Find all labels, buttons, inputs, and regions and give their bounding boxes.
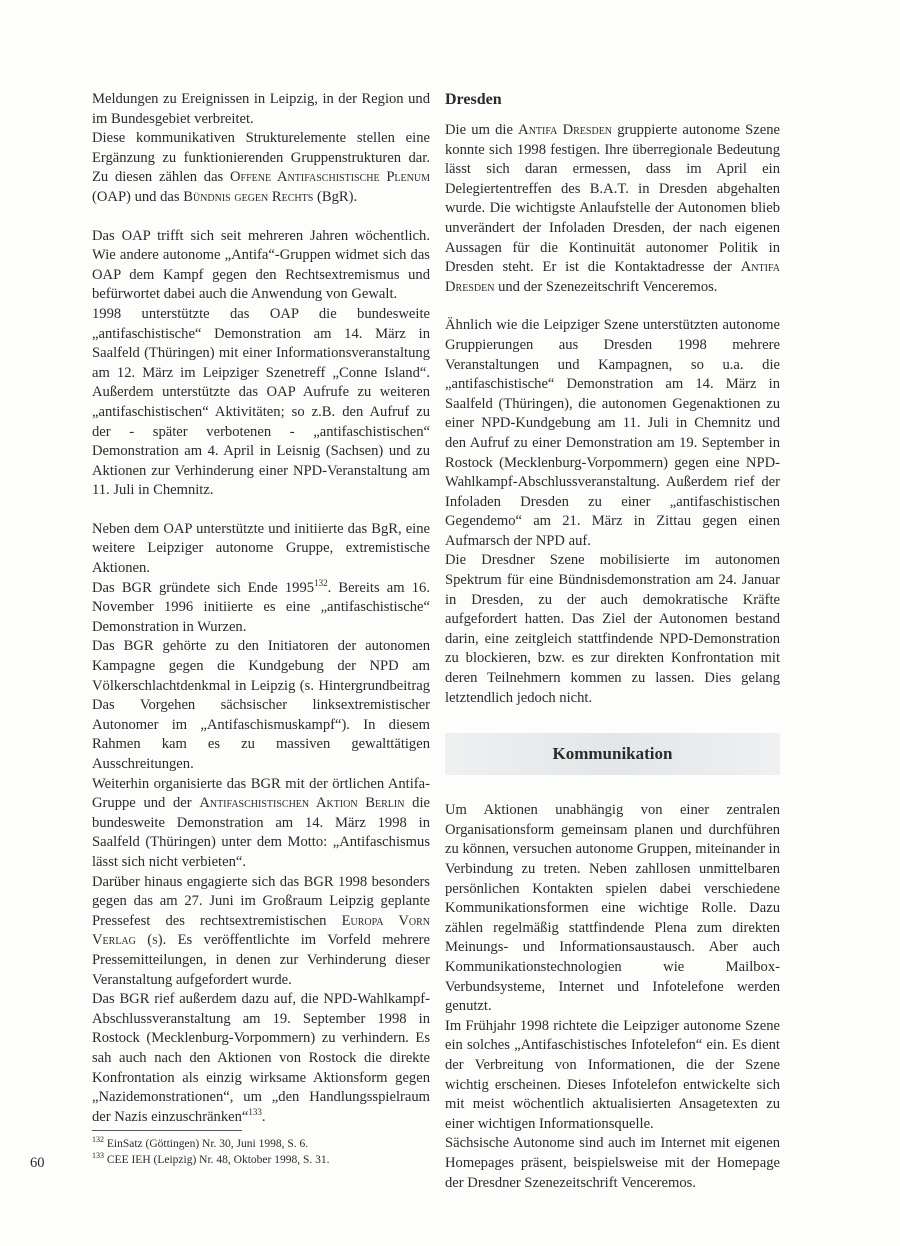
footnote-divider [92, 1130, 242, 1131]
text-run: Darüber hinaus engagierte sich das BGR 1998 besonders gegen das am 27. Juni im Großraum Leipzig geplante Pressefest des rechtsextremistischen [92, 873, 430, 929]
text-run: gruppierte autonome Szene konnte sich 1998 festigen. Ihre überregionale Bedeutung lässt sich daran ermessen, dass im April ein Delegiertentreffen des B.A.T. in Dresden abgehalten wurde. Die wichtigste Anlaufstelle der Autonomen blieb unverändert der Infoladen Dresden, der nach eigenen Aussagen für die Kontinuität autonomer Politik in Dresden steht. Er ist die Kontaktadresse der [445, 122, 780, 276]
paragraph: Um Aktionen unabhängig von einer zentralen Organisationsform gemeinsam planen und durchführen zu können, versuchen autonome Gruppen, miteinander in Verbindung zu treten. Neben zahllosen unmittelbaren persönlichen Kontakten spielen dabei verschiedene Kommunikationsformen eine wichtige Rolle. Dazu zählen regelmäßig stattfindende Plena zum direkten Meinungs- und Informationsaustausch. Aber auch Kommunikationstechnologien wie Mailbox-Verbundsysteme, Internet und Infotelefone werden genutzt. [445, 802, 780, 1015]
text-run: (BgR). [313, 188, 358, 205]
text-run: (OAP) und das [92, 188, 184, 205]
text-run: . [261, 1108, 266, 1125]
text-run: und der Szenezeitschrift Venceremos. [494, 278, 718, 295]
text-run: die bundesweite Demonstration am 14. März 1998 in Saalfeld (Thüringen) unter dem Motto: „Antifaschismus lässt sich nicht verbieten“. [92, 795, 430, 870]
paragraph: Das OAP trifft sich seit mehreren Jahren wöchentlich. Wie andere autonome „Antifa“-Gruppen widmet sich das OAP dem Kampf gegen den Rechtsextremismus und befürwortet dabei auch die Anwendung von Gewalt. [92, 227, 430, 303]
footnote-number: 133 [92, 1150, 104, 1160]
paragraph [445, 121, 780, 297]
paragraph [92, 775, 430, 873]
text-run: Das BGR gründete sich Ende 1995 [92, 579, 315, 596]
text-run: Weiterhin organisierte das BGR mit der örtlichen Antifa-Gruppe und der [92, 775, 430, 812]
paragraph [92, 129, 430, 207]
text-run: Diese kommunikativen Strukturelemente stellen eine Ergänzung zu funktionierenden Gruppenstrukturen dar. Zu diesen zählen das [92, 130, 430, 186]
footnote-ref: 133 [248, 1106, 262, 1117]
paragraph [92, 990, 430, 1127]
text-run: . Es veröffentlichte im Vorfeld mehrere Pressemitteilungen, in denen zur Verhinderung dieser Veranstaltung aufgefordert wurde. [92, 932, 430, 988]
footnote-ref: 132 [314, 577, 328, 588]
footnote-number: 132 [92, 1135, 104, 1145]
paragraph: Meldungen zu Ereignissen in Leipzig, in der Region und im Bundesgebiet verbreitet. [92, 91, 430, 127]
text-run: Das BGR rief außerdem dazu auf, die NPD-Wahlkampf-Abschlussveranstaltung am 19. September 1998 in Rostock (Mecklenburg-Vorpommern) zu verhindern. Es sah auch nach den Aktionen von Rostock die direkte Konfrontation als einzig wirksame Aktionsform gegen „Nazidemonstrationen“, um „den Handlungsspielraum der Nazis einzuschränken“ [92, 991, 430, 1125]
organization-name: Antifaschistischen Aktion Berlin [199, 795, 405, 812]
paragraph: Sächsische Autonome sind auch im Internet mit eigenen Homepages präsent, beispielsweise mit der Homepage der Dresdner Szenezeitschrift Venceremos. [445, 1135, 780, 1191]
right-column [445, 90, 780, 1193]
section-heading-kommunikation: Kommunikation [552, 744, 673, 764]
paragraph: 1998 unterstützte das OAP die bundesweite „antifaschistische“ Demonstration am 14. März in Saalfeld (Thüringen) mit einer Informationsveranstaltung am 12. März im Leipziger Szenetreff „Conne Island“. Außerdem unterstützte das OAP Aufrufe zu weiteren „antifaschistischen“ Aktivitäten; so z.B. den Aufruf zu der - später verbotenen - „antifaschistischen“ Demonstration am 4. April in Leisnig (Sachsen) und zu Aktionen zur Verhinderung einer NPD-Veranstaltung am 11. Juli in Chemnitz. [92, 305, 430, 499]
page-number: 60 [30, 1155, 45, 1171]
organization-name: Antifa Dresden [445, 259, 780, 295]
footnotes [92, 1137, 430, 1168]
organization-name: Offene Antifaschistische Plenum [229, 169, 430, 186]
footnote [92, 1150, 430, 1169]
footnote [92, 1137, 430, 1153]
paragraph: Das BGR gehörte zu den Initiatoren der autonomen Kampagne gegen die Kundgebung der NPD am Völkerschlachtdenkmal in Leipzig (s. Hintergrundbeitrag Das Vorgehen sächsischer linksextremistischer Autonomer im „Antifaschismuskampf“). In diesem Rahmen kam es zu massiven gewalttätigen Ausschreitungen. [92, 638, 430, 772]
paragraph [92, 579, 430, 638]
section-heading-box [445, 733, 780, 775]
organization-name: Antifa Dresden [518, 122, 613, 138]
footnote-text: EinSatz (Göttingen) Nr. 30, Juni 1998, S. 6. [106, 1138, 309, 1150]
text-run: Die um die [445, 122, 519, 138]
organization-name: Bündnis gegen Rechts [183, 188, 314, 205]
paragraph: Neben dem OAP unterstützte und initiierte das BgR, eine weitere Leipziger autonome Gruppe, extremistische Aktionen. [92, 520, 430, 577]
section-heading-dresden: Dresden [445, 91, 502, 108]
footnote-text: CEE IEH (Leipzig) Nr. 48, Oktober 1998, S. 31. [106, 1153, 330, 1166]
text-run: . Bereits am 16. November 1996 initiierte es eine „antifaschistische“ Demonstration in Wurzen. [92, 579, 430, 635]
left-column [92, 90, 430, 1127]
paragraph: Im Frühjahr 1998 richtete die Leipziger autonome Szene ein solches „Antifaschistisches Infotelefon“ ein. Es dient der Verbreitung von Informationen, die der Szene wichtig erscheinen. Dieses Infotelefon entwickelte sich mit meist wöchentlich aktualisierten Ansagetexten zu einer wichtigen Informationsquelle. [445, 1017, 780, 1132]
paragraph: Die Dresdner Szene mobilisierte im autonomen Spektrum für eine Bündnisdemonstration am 24. Januar in Dresden, zu der auch demokratische Kräfte aufgefordert hatten. Das Ziel der Autonomen bestand darin, eine zeitgleich stattfindende NPD-Demonstration zu blockieren, bzw. es zur direkten Konfrontation mit deren Teilnehmern kommen zu lassen. Dies gelang letztendlich jedoch nicht. [445, 552, 780, 706]
paragraph [92, 873, 430, 991]
organization-name: Europa Vorn Verlag (s) [92, 912, 430, 949]
paragraph: Ähnlich wie die Leipziger Szene unterstützten autonome Gruppierungen aus Dresden 1998 mehrere Veranstaltungen und Kampagnen, so u.a. die „antifaschistische“ Demonstration am 14. März in Saalfeld (Thüringen), die autonomen Gegenaktionen zu einer NPD-Kundgebung am 11. Juli in Chemnitz und den Aufruf zu einer Demonstration am 19. September in Rostock (Mecklenburg-Vorpommern) gegen eine NPD-Wahlkampf-Abschlussveranstaltung. Außerdem rief der Infoladen Dresden zu einer „antifaschistischen Gegendemo“ am 21. März in Zittau gegen einen Aufmarsch der NPD auf. [445, 317, 780, 549]
